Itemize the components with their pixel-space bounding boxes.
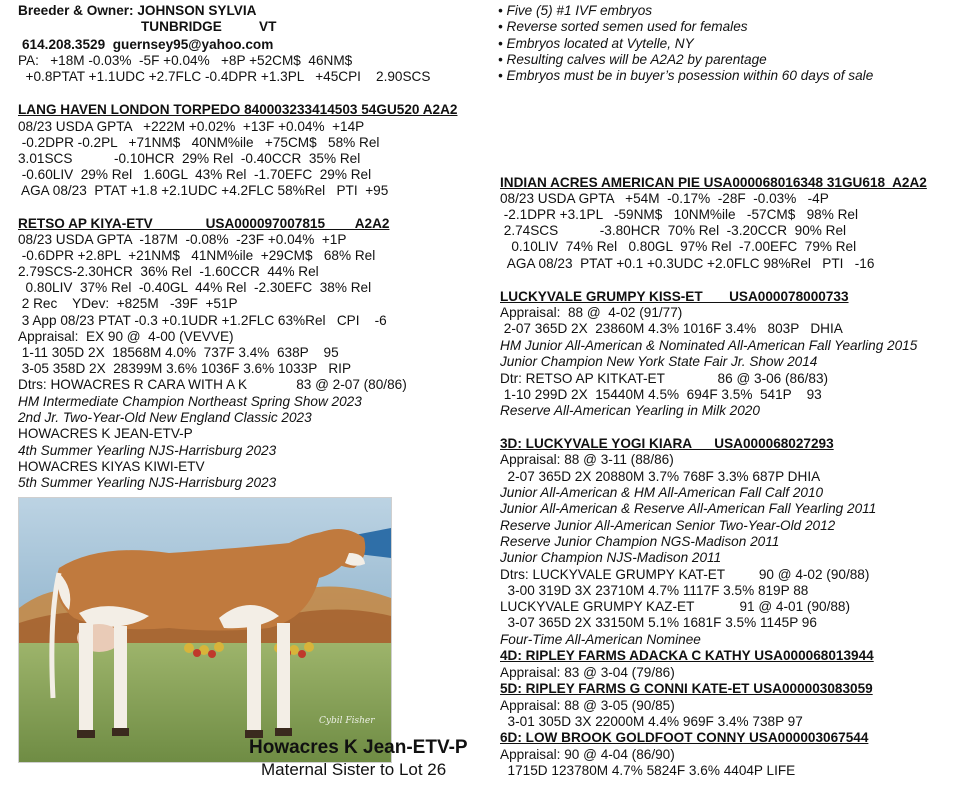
dam-line: 08/23 USDA GPTA -187M -0.08% -23F +0.04% +1P	[18, 232, 347, 247]
maternal-sire-line: 0.10LIV 74% Rel 0.80GL 97% Rel -7.00EFC 79% Rel	[500, 239, 857, 254]
terms-item: • Resulting calves will be A2A2 by parentage	[498, 52, 767, 67]
dam-line: Appraisal: EX 90 @ 4-00 (VEVVE)	[18, 329, 234, 344]
d4-line: Appraisal: 83 @ 3-04 (79/86)	[500, 665, 675, 680]
dam-award: 4th Summer Yearling NJS-Harrisburg 2023	[18, 443, 277, 458]
pa-line-2: +0.8PTAT +1.1UDC +2.7FLC -0.4DPR +1.3PL +45CPI 2.90SCS	[18, 69, 431, 84]
sire-line: 3.01SCS -0.10HCR 29% Rel -0.40CCR 35% Rel	[18, 151, 361, 166]
dam-line: -0.6DPR +2.8PL +21NM$ 41NM%ile +29CM$ 68% Rel	[18, 248, 376, 263]
breeder-contact: 614.208.3529 guernsey95@yahoo.com	[22, 37, 274, 52]
maternal-sire-title: INDIAN ACRES AMERICAN PIE USA000068016348 31GU618 A2A2	[500, 175, 927, 190]
d3-award: Reserve Junior Champion NGS-Madison 2011	[500, 534, 780, 549]
dam-line: 2.79SCS-2.30HCR 36% Rel -1.60CCR 44% Rel	[18, 264, 319, 279]
d3-award: Junior All-American & Reserve All-American Fall Yearling 2011	[500, 501, 877, 516]
dam-award: 2nd Jr. Two-Year-Old New England Classic 2023	[18, 410, 312, 425]
dam-line: 3-05 358D 2X 28399M 3.6% 1036F 3.6% 1033P RIP	[18, 361, 352, 376]
granddam-award: Reserve All-American Yearling in Milk 2020	[500, 403, 760, 418]
photo-caption: Howacres K Jean-ETV-P	[249, 737, 468, 758]
terms-item: • Embryos located at Vytelle, NY	[498, 36, 694, 51]
photo-subcaption: Maternal Sister to Lot 26	[261, 760, 447, 779]
d5-line: Appraisal: 88 @ 3-05 (90/85)	[500, 698, 675, 713]
d4-title: 4D: RIPLEY FARMS ADACKA C KATHY USA000068013944	[500, 648, 874, 663]
d5-line: 3-01 305D 3X 22000M 4.4% 969F 3.4% 738P 97	[500, 714, 803, 729]
maternal-sire-line: AGA 08/23 PTAT +0.1 +0.3UDC +2.0FLC 98%Rel PTI -16	[500, 256, 875, 271]
dam-daughter: HOWACRES K JEAN-ETV-P	[18, 426, 193, 441]
cow-illustration	[19, 498, 391, 762]
d3-award: Four-Time All-American Nominee	[500, 632, 701, 647]
dam-line: 0.80LIV 37% Rel -0.40GL 44% Rel -2.30EFC 38% Rel	[18, 280, 372, 295]
granddam-line: Appraisal: 88 @ 4-02 (91/77)	[500, 305, 683, 320]
dam-line: 3 App 08/23 PTAT -0.3 +0.1UDR +1.2FLC 63%Rel CPI -6	[18, 313, 387, 328]
pa-line-1: PA: +18M -0.03% -5F +0.04% +8P +52CM$ 46NM$	[18, 53, 353, 68]
sire-line: -0.60LIV 29% Rel 1.60GL 43% Rel -1.70EFC 29% Rel	[18, 167, 372, 182]
d3-daughter: LUCKYVALE GRUMPY KAZ-ET 91 @ 4-01 (90/88)	[500, 599, 850, 614]
d6-line: Appraisal: 90 @ 4-04 (86/90)	[500, 747, 675, 762]
terms-item: • Embryos must be in buyer’s posession within 60 days of sale	[498, 68, 874, 83]
dam-award: HM Intermediate Champion Northeast Spring Show 2023	[18, 394, 362, 409]
sire-line: 08/23 USDA GPTA +222M +0.02% +13F +0.04% +14P	[18, 119, 365, 134]
granddam-daughter-record: 1-10 299D 2X 15440M 4.5% 694F 3.5% 541P 93	[500, 387, 822, 402]
breeder-town: TUNBRIDGE	[141, 19, 222, 34]
dam-award: 5th Summer Yearling NJS-Harrisburg 2023	[18, 475, 277, 490]
granddam-line: 2-07 365D 2X 23860M 4.3% 1016F 3.4% 803P DHIA	[500, 321, 843, 336]
d3-award: Reserve Junior All-American Senior Two-Year-Old 2012	[500, 518, 836, 533]
d3-award: Junior Champion NJS-Madison 2011	[500, 550, 722, 565]
d3-daughter: 3-07 365D 2X 33150M 5.1% 1681F 3.5% 1145P 96	[500, 615, 817, 630]
d3-line: 2-07 365D 2X 20880M 3.7% 768F 3.3% 687P DHIA	[500, 469, 821, 484]
d3-daughter: 3-00 319D 3X 23710M 4.7% 1117F 3.5% 819P 88	[500, 583, 809, 598]
sire-line: -0.2DPR -0.2PL +71NM$ 40NM%ile +75CM$ 58% Rel	[18, 135, 380, 150]
d6-line: 1715D 123780M 4.7% 5824F 3.6% 4404P LIFE	[500, 763, 796, 778]
sire-line: AGA 08/23 PTAT +1.8 +2.1UDC +4.2FLC 58%Rel PTI +95	[18, 183, 389, 198]
terms-item: • Reverse sorted semen used for females	[498, 19, 748, 34]
granddam-award: Junior Champion New York State Fair Jr. Show 2014	[500, 354, 818, 369]
d3-award: Junior All-American & HM All-American Fall Calf 2010	[500, 485, 824, 500]
maternal-sire-line: 08/23 USDA GPTA +54M -0.17% -28F -0.03% -4P	[500, 191, 829, 206]
maternal-sire-line: 2.74SCS -3.80HCR 70% Rel -3.20CCR 90% Rel	[500, 223, 847, 238]
dam-line: 2 Rec YDev: +825M -39F +51P	[18, 296, 238, 311]
granddam-award: HM Junior All-American & Nominated All-American Fall Yearling 2015	[500, 338, 918, 353]
breeder-label: Breeder & Owner: JOHNSON SYLVIA	[18, 3, 257, 18]
dam-title: RETSO AP KIYA-ETV USA000097007815 A2A2	[18, 216, 390, 231]
dam-daughter: HOWACRES KIYAS KIWI-ETV	[18, 459, 205, 474]
cow-photo	[18, 497, 392, 763]
d5-title: 5D: RIPLEY FARMS G CONNI KATE-ET USA000003083059	[500, 681, 873, 696]
sire-title: LANG HAVEN LONDON TORPEDO 840003233414503 54GU520 A2A2	[18, 102, 458, 117]
d6-title: 6D: LOW BROOK GOLDFOOT CONNY USA000003067544	[500, 730, 869, 745]
d3-line: Appraisal: 88 @ 3-11 (88/86)	[500, 452, 674, 467]
granddam-title: LUCKYVALE GRUMPY KISS-ET USA000078000733	[500, 289, 849, 304]
d3-title: 3D: LUCKYVALE YOGI KIARA USA000068027293	[500, 436, 834, 451]
breeder-state: VT	[259, 19, 277, 34]
dam-line: 1-11 305D 2X 18568M 4.0% 737F 3.4% 638P 95	[18, 345, 339, 360]
dam-line: Dtrs: HOWACRES R CARA WITH A K 83 @ 2-07 (80/86)	[18, 377, 407, 392]
maternal-sire-line: -2.1DPR +3.1PL -59NM$ 10NM%ile -57CM$ 98% Rel	[500, 207, 858, 222]
terms-item: • Five (5) #1 IVF embryos	[498, 3, 653, 18]
d3-daughter: Dtrs: LUCKYVALE GRUMPY KAT-ET 90 @ 4-02 (90/88)	[500, 567, 870, 582]
photo-signature: Cybil Fisher	[319, 716, 375, 726]
granddam-daughter: Dtr: RETSO AP KITKAT-ET 86 @ 3-06 (86/83)	[500, 371, 829, 386]
